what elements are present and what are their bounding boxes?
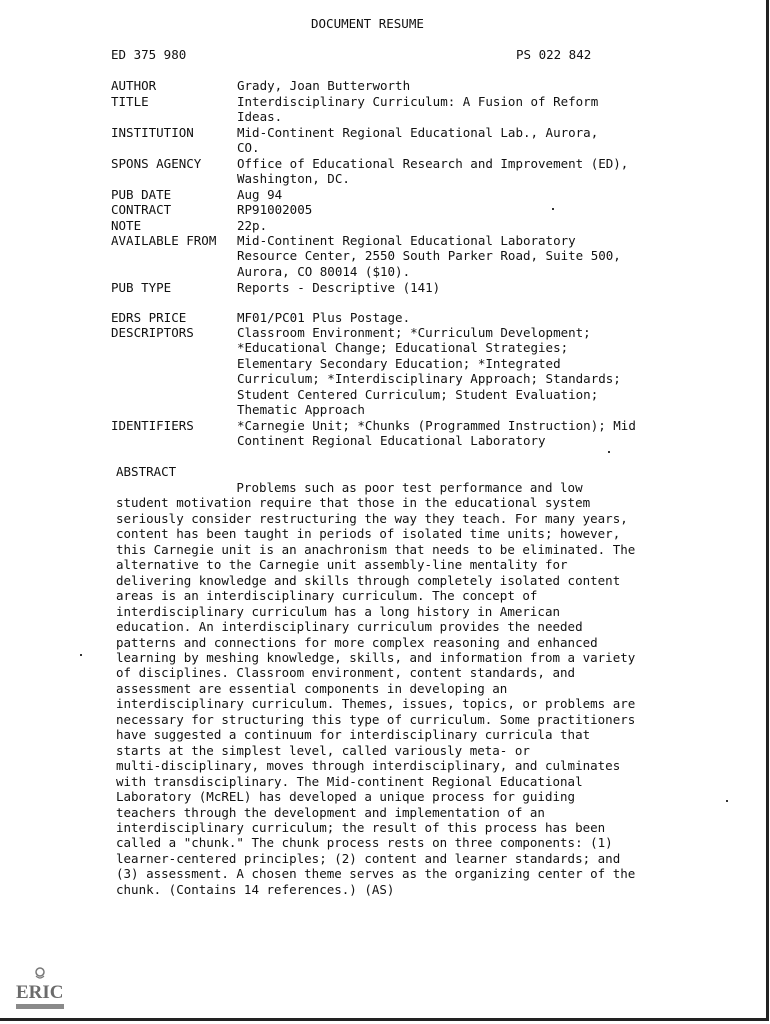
svg-text:ERIC: ERIC bbox=[16, 982, 64, 1003]
field-value-institution: Mid-Continent Regional Educational Lab., Aurora, CO. bbox=[237, 125, 599, 156]
field-value-note: 22p. bbox=[237, 218, 268, 233]
field-value-pub-date: Aug 94 bbox=[237, 187, 283, 202]
scan-speck bbox=[552, 208, 554, 210]
field-value-edrs-price: MF01/PC01 Plus Postage. bbox=[237, 310, 411, 325]
field-value-available-from: Mid-Continent Regional Educational Laboratory Resource Center, 2550 South Parker Road, Suite 500, Aurora, CO 80014 ($10). bbox=[237, 233, 621, 279]
scan-speck bbox=[80, 654, 82, 656]
field-value-contract: RP91002005 bbox=[237, 202, 313, 217]
field-value-title: Interdisciplinary Curriculum: A Fusion of Reform Ideas. bbox=[237, 94, 599, 125]
field-label-descriptors: DESCRIPTORS bbox=[111, 325, 194, 340]
field-label-pub-type: PUB TYPE bbox=[111, 280, 172, 295]
ps-number: PS 022 842 bbox=[516, 47, 592, 62]
field-value-spons-agency: Office of Educational Research and Improvement (ED), Washington, DC. bbox=[237, 156, 629, 187]
field-label-identifiers: IDENTIFIERS bbox=[111, 418, 194, 433]
field-value-identifiers: *Carnegie Unit; *Chunks (Programmed Instruction); Mid Continent Regional Educational Laboratory bbox=[237, 418, 636, 449]
field-label-title: TITLE bbox=[111, 94, 149, 109]
scan-speck bbox=[726, 800, 728, 802]
field-value-pub-type: Reports - Descriptive (141) bbox=[237, 280, 441, 295]
field-value-descriptors: Classroom Environment; *Curriculum Development; *Educational Change; Educational Strategies; Elementary Secondary Education; *Integrated Curriculum; *Interdisciplinary Approach; Standards; Student Centered Curriculum; Student Evaluation; Thematic Approach bbox=[237, 325, 621, 418]
field-label-contract: CONTRACT bbox=[111, 202, 172, 217]
abstract-body: Problems such as poor test performance and low student motivation require that those in the educational system seriously consider restructuring the way they teach. For many years, content has been taught in periods of isolated time units; however, this Carnegie unit is an anachronism that needs to be eliminated. The alternative to the Carnegie unit assembly-line mentality for delivering knowledge and skills through completely isolated content areas is an interdisciplinary curriculum. The concept of interdisciplinary curriculum has a long history in American education. An interdisciplinary curriculum provides the needed patterns and connections for more complex reasoning and enhanced learning by meshing knowledge, skills, and information from a variety of disciplines. Classroom environment, content standards, and assessment are essential components in developing an interdisciplinary curriculum. Themes, issues, topics, or problems are necessary for structuring this type of curriculum. Some practitioners have suggested a continuum for interdisciplinary curricula that starts at the simplest level, called variously meta- or multi-disciplinary, moves through interdisciplinary, and culminates with transdisciplinary. The Mid-continent Regional Educational Laboratory (McREL) has developed a unique process for guiding teachers through the development and implementation of an interdisciplinary curriculum; the result of this process has been called a "chunk." The chunk process rests on three components: (1) learner-centered principles; (2) content and learner standards; and (3) assessment. A chosen theme serves as the organizing center of the chunk. (Contains 14 references.) (AS) bbox=[116, 480, 636, 897]
ed-number: ED 375 980 bbox=[111, 47, 187, 62]
field-label-edrs-price: EDRS PRICE bbox=[111, 310, 187, 325]
field-value-author: Grady, Joan Butterworth bbox=[237, 78, 411, 93]
field-label-available-from: AVAILABLE FROM bbox=[111, 233, 217, 248]
field-label-institution: INSTITUTION bbox=[111, 125, 194, 140]
scan-speck bbox=[608, 451, 610, 453]
field-label-pub-date: PUB DATE bbox=[111, 187, 172, 202]
field-label-author: AUTHOR bbox=[111, 78, 157, 93]
abstract-heading: ABSTRACT bbox=[116, 464, 177, 479]
document-title: DOCUMENT RESUME bbox=[311, 16, 424, 31]
field-label-note: NOTE bbox=[111, 218, 142, 233]
eric-logo bbox=[14, 966, 66, 1012]
field-label-spons-agency: SPONS AGENCY bbox=[111, 156, 202, 171]
